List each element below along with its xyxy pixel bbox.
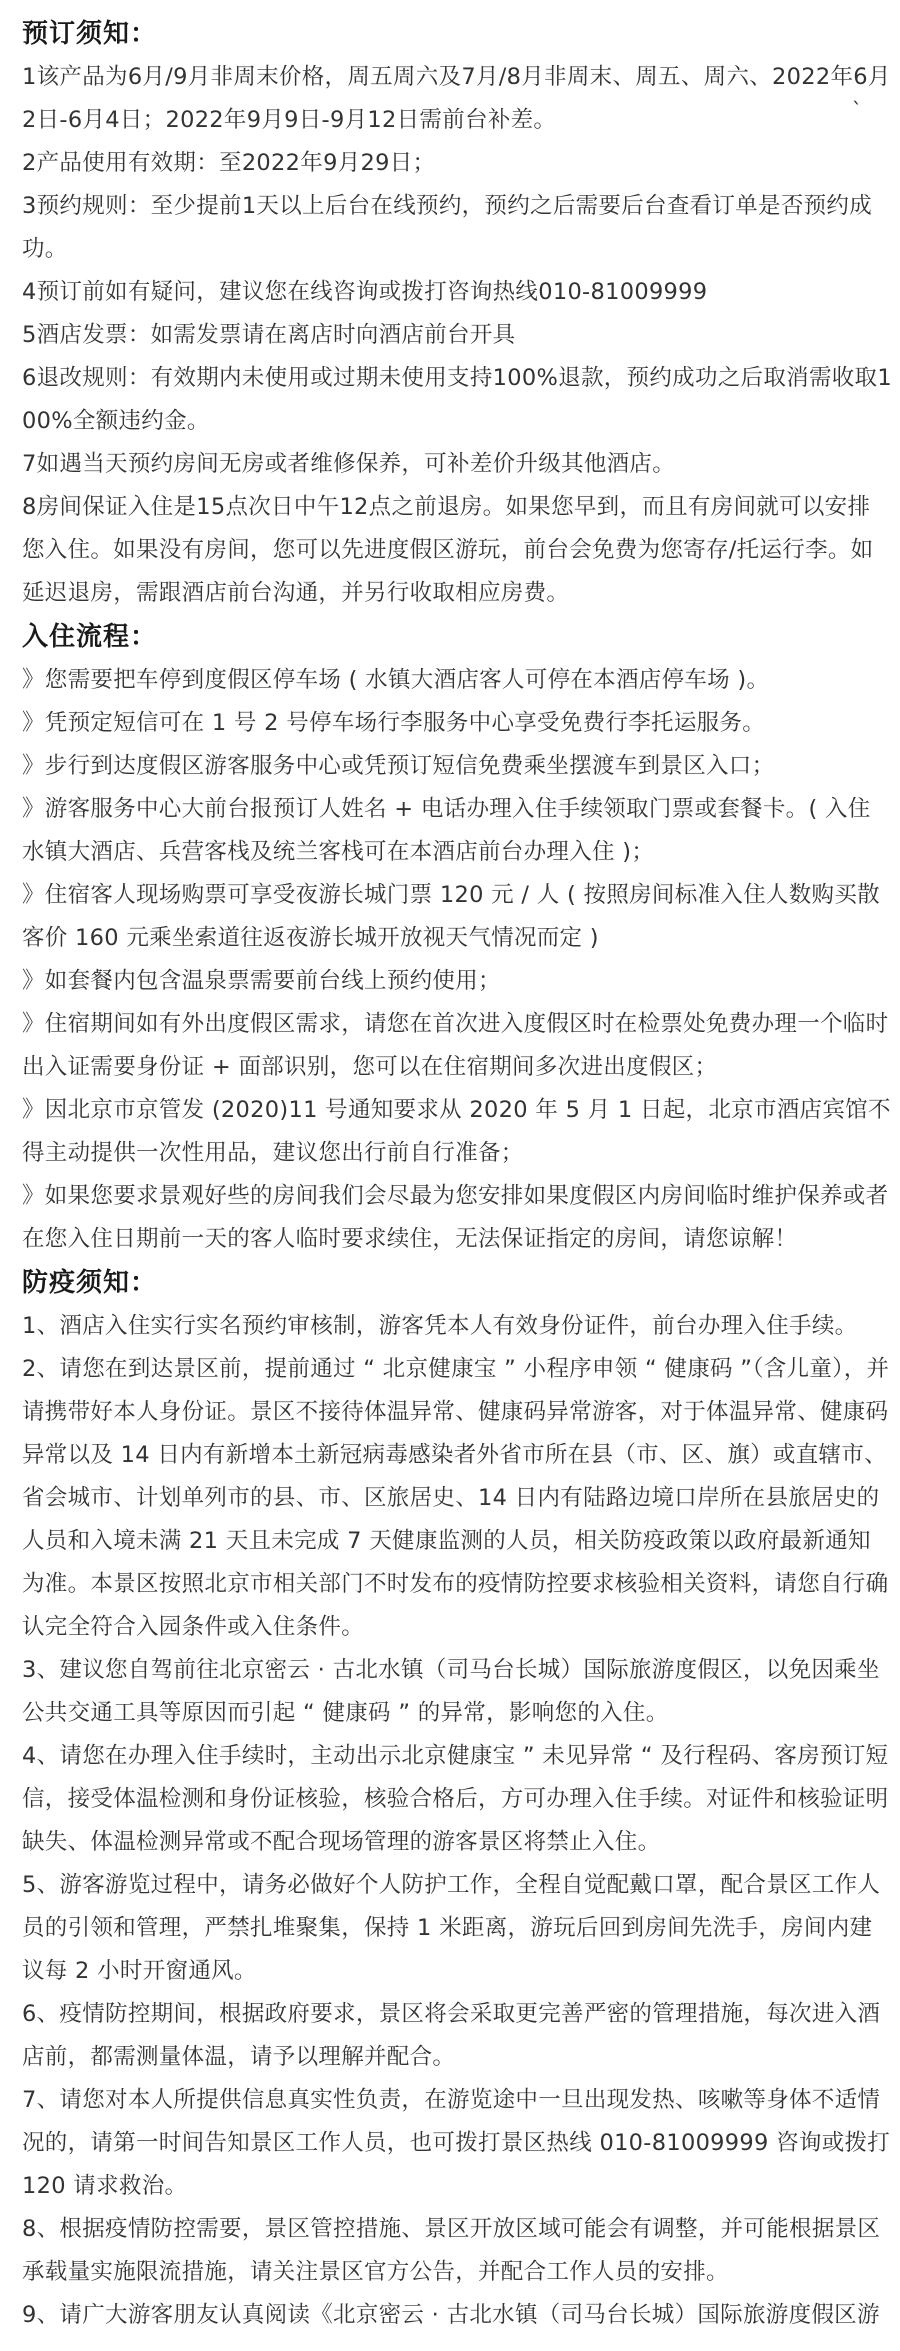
booking-item-7: 7如遇当天预约房间无房或者维修保养，可补差价升级其他酒店。 [22,451,676,477]
epidemic-item-7: 7、请您对本人所提供信息真实性负责，在游览途中一旦出现发热、咳嗽等身体不适情况的，请第一时间告知景区工作人员，也可拨打景区热线 010-81009999 咨询或拨打 120 请求救治。 [22,2087,891,2199]
booking-notice-section [22,12,892,615]
epidemic-item-2: 2、请您在到达景区前，提前通过 “ 北京健康宝 ” 小程序申领 “ 健康码 ”（含儿童），并请携带好本人身份证。景区不接待体温异常、健康码异常游客，对于体温异常、健康码异常以及 14 日内有新增本土新冠病毒感染者外省市所在县（市、区、旗）或直辖市、省会城市、计划单列市的县、市、区旅居史、14 日内有陆路边境口岸所在县旅居史的人员和入境未满 21 天且未完成 7 天健康监测的人员，相关防疫政策以政府最新通知为准。本景区按照北京市相关部门不时发布的疫情防控要求核验相关资料，请您自行确认完全符合入园条件或入住条件。 [22,1356,890,1640]
epidemic-item-1: 1、酒店入住实行实名预约审核制，游客凭本人有效身份证件，前台办理入住手续。 [22,1313,858,1339]
booking-item-8: 8房间保证入住是15点次日中午12点之前退房。如果您早到，而且有房间就可以安排您入住。如果没有房间，您可以先进度假区游玩，前台会免费为您寄存/托运行李。如延迟退房，需跟酒店前台沟通，并另行收取相应房费。 [22,494,874,606]
booking-item-6: 6退改规则：有效期内未使用或过期未使用支持100%退款，预约成功之后取消需收取100%全额违约金。 [22,365,892,434]
epidemic-item-4: 4、请您在办理入住手续时，主动出示北京健康宝 ” 未见异常 “ 及行程码、客房预订短信，接受体温检测和身份证核验，核验合格后，方可办理入住手续。对证件和核验证明缺失、体温检测异常或不配合现场管理的游客景区将禁止入住。 [22,1743,889,1855]
epidemic-item-9: 9、请广大游客朋友认真阅读《北京密云 · 古北水镇（司马台长城）国际旅游度假区游 [22,2302,880,2328]
checkin-process-heading: 入住流程： [22,622,158,652]
checkin-item-1: 》您需要把车停到度假区停车场 ( 水镇大酒店客人可停在本酒店停车场 )。 [22,667,770,693]
booking-item-1: 1该产品为6月/9月非周末价格，周五周六及7月/8月非周末、周五、周六、2022年6月2日-6月4日；2022年9月9日-9月12日需前台补差。 [22,64,891,133]
epidemic-item-5: 5、游客游览过程中，请务必做好个人防护工作，全程自觉配戴口罩，配合景区工作人员的引领和管理，严禁扎堆聚集，保持 1 米距离，游玩后回到房间先洗手，房间内建议每 2 小时开窗通风。 [22,1872,881,1984]
epidemic-item-3: 3、建议您自驾前往北京密云 · 古北水镇（司马台长城）国际旅游度假区，以免因乘坐公共交通工具等原因而引起 “ 健康码 ” 的异常，影响您的入住。 [22,1657,880,1726]
checkin-item-3: 》步行到达度假区游客服务中心或凭预订短信免费乘坐摆渡车到景区入口； [22,753,775,779]
checkin-item-2: 》凭预定短信可在 1 号 2 号停车场行李服务中心享受免费行李托运服务。 [22,710,766,736]
stray-mark: ` [852,98,862,122]
booking-item-3: 3预约规则：至少提前1天以上后台在线预约，预约之后需要后台查看订单是否预约成功。 [22,193,873,262]
epidemic-item-8: 8、根据疫情防控需要，景区管控措施、景区开放区域可能会有调整，并可能根据景区承载量实施限流措施，请关注景区官方公告，并配合工作人员的安排。 [22,2216,881,2285]
epidemic-item-6: 6、疫情防控期间，根据政府要求，景区将会采取更完善严密的管理措施，每次进入酒店前，都需测量体温，请予以理解并配合。 [22,2001,881,2070]
epidemic-notice-heading: 防疫须知： [22,1268,158,1298]
checkin-item-9: 》如果您要求景观好些的房间我们会尽最为您安排如果度假区内房间临时维护保养或者在您入住日期前一天的客人临时要求续住，无法保证指定的房间，请您谅解！ [22,1183,889,1252]
booking-notice-heading: 预订须知： [22,19,158,49]
checkin-item-4: 》游客服务中心大前台报预订人姓名 + 电话办理入住手续领取门票或套餐卡。( 入住水镇大酒店、兵营客栈及统兰客栈可在本酒店前台办理入住 )； [22,796,871,865]
checkin-item-8: 》因北京市京管发 (2020)11 号通知要求从 2020 年 5 月 1 日起，北京市酒店宾馆不得主动提供一次性用品，建议您出行前自行准备； [22,1097,891,1166]
booking-item-5: 5酒店发票：如需发票请在离店时向酒店前台开具 [22,322,516,348]
checkin-process-section [22,615,892,1261]
checkin-item-5: 》住宿客人现场购票可享受夜游长城门票 120 元 / 人 ( 按照房间标准入住人数购买散客价 160 元乘坐索道往返夜游长城开放视天气情况而定 ) [22,882,880,951]
epidemic-notice-section [22,1261,892,2337]
checkin-item-7: 》住宿期间如有外出度假区需求，请您在首次进入度假区时在检票处免费办理一个临时出入证需要身份证 + 面部识别，您可以在住宿期间多次进出度假区； [22,1011,889,1080]
booking-item-2: 2产品使用有效期：至2022年9月29日； [22,150,436,176]
checkin-item-6: 》如套餐内包含温泉票需要前台线上预约使用； [22,968,501,994]
booking-item-4: 4预订前如有疑问，建议您在线咨询或拨打咨询热线010-81009999 [22,279,708,305]
